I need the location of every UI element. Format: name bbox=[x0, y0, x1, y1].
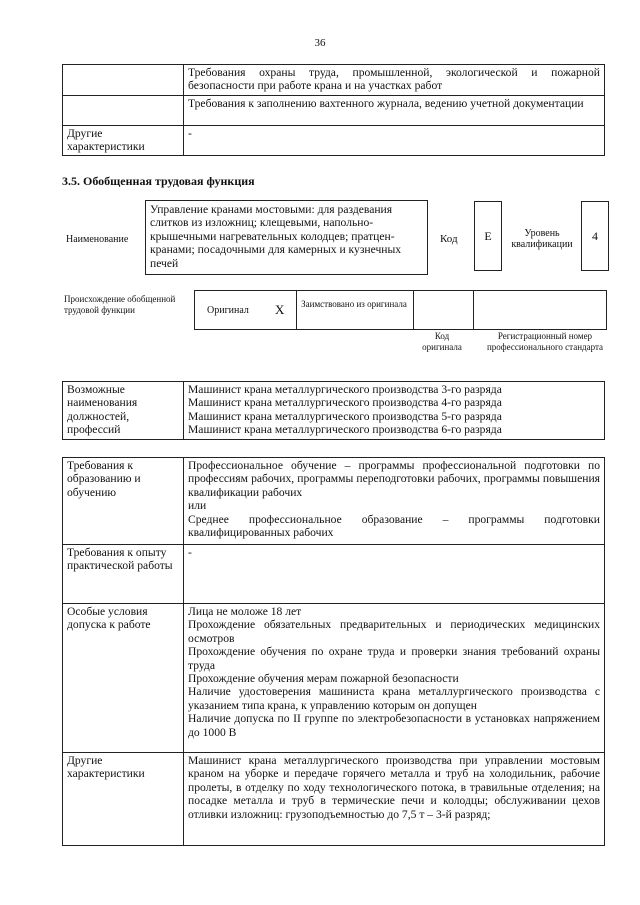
conditions-label: Особые условия допуска к работе bbox=[63, 604, 184, 753]
top-knowledge-table bbox=[62, 64, 605, 156]
function-name-box: Управление кранами мостовыми: для раздевания слитков из изложниц; клещевыми, напольно-крышечными нагревательных колодцев; пратцен-кранами; посадочными для камерных и кузнечных печей bbox=[145, 200, 428, 275]
education-label: Требования к образованию и обучению bbox=[63, 458, 184, 545]
level-label: Уровень квалификации bbox=[511, 228, 573, 250]
other-characteristics-label: Другие характеристики bbox=[63, 126, 184, 156]
code-label: Код bbox=[440, 233, 458, 245]
text-line: или bbox=[188, 499, 207, 513]
list-item: Машинист крана металлургического производства 3-го разряда bbox=[188, 383, 502, 396]
table-cell-label bbox=[63, 65, 184, 96]
section-title: 3.5. Обобщенная трудовая функция bbox=[62, 174, 255, 188]
text-line: Профессиональное обучение – программы профессиональной подготовки по профессиям рабочих, программы переподготовки рабочих, программы повышения квалификации рабочих bbox=[188, 459, 600, 499]
divider bbox=[296, 291, 297, 329]
positions-label: Возможные наименования должностей, профессий bbox=[63, 382, 184, 440]
code-original-label: Код оригинала bbox=[422, 331, 462, 352]
divider bbox=[413, 291, 414, 329]
text-line: Лица не моложе 18 лет bbox=[188, 605, 302, 618]
table-row bbox=[63, 753, 605, 846]
experience-label: Требования к опыту практической работы bbox=[63, 545, 184, 604]
other-label: Другие характеристики bbox=[63, 753, 184, 846]
divider bbox=[473, 291, 474, 329]
list-item: Машинист крана металлургического производства 6-го разряда bbox=[188, 423, 502, 437]
text-line: Наличие допуска по II группе по электробезопасности в установках напряжением до 1000 В bbox=[188, 712, 600, 739]
positions-list bbox=[184, 382, 605, 440]
origin-label: Происхождение обобщенной трудовой функции bbox=[64, 294, 176, 315]
reg-number-label: Регистрационный номер профессионального стандарта bbox=[486, 331, 604, 352]
conditions-text bbox=[184, 604, 605, 753]
level-value-box: 4 bbox=[581, 201, 609, 271]
table-row bbox=[63, 458, 605, 545]
table-cell-text: Требования к заполнению вахтенного журнала, ведению учетной документации bbox=[184, 96, 605, 126]
text-line: Прохождение обучения по охране труда и проверки знания требований охраны труда bbox=[188, 645, 600, 672]
table-row bbox=[63, 126, 605, 156]
experience-value: - bbox=[184, 545, 605, 604]
table-cell-label bbox=[63, 96, 184, 126]
table-row bbox=[63, 545, 605, 604]
code-value-box: E bbox=[474, 201, 502, 271]
other-text: Машинист крана металлургического производства при управлении мостовым краном на уборке и передаче горячего металла и труб на холодильник, рабочие пролеты, в отделку по ходу технологического потока, в травильные отделения; на посадке металла и труб в термические печи и колодцы; обслуживании цехов отливки изложниц: грузоподъемностью до 7,5 т – 3-й разряд; bbox=[184, 753, 605, 846]
borrowed-label: Заимствовано из оригинала bbox=[301, 299, 407, 309]
positions-table bbox=[62, 381, 605, 440]
table-row bbox=[63, 65, 605, 96]
other-characteristics-value: - bbox=[184, 126, 605, 156]
text-line: Наличие удостоверения машиниста крана металлургического производства с указанием типа крана, к управлению которым он допущен bbox=[188, 685, 600, 712]
table-cell-text: Требования охраны труда, промышленной, экологической и пожарной безопасности при работе крана и на участках работ bbox=[184, 65, 605, 96]
table-row bbox=[63, 604, 605, 753]
text-line: Среднее профессиональное образование – программы подготовки квалифицированных рабочих bbox=[188, 512, 600, 540]
table-row bbox=[63, 382, 605, 440]
list-item: Машинист крана металлургического производства 5-го разряда bbox=[188, 409, 502, 423]
list-item: Машинист крана металлургического производства 4-го разряда bbox=[188, 396, 502, 410]
text-line: Прохождение обучения мерам пожарной безопасности bbox=[188, 672, 459, 686]
original-mark: X bbox=[275, 302, 285, 317]
origin-table bbox=[194, 290, 607, 330]
original-label: Оригинал bbox=[207, 305, 249, 316]
requirements-table bbox=[62, 457, 605, 846]
text-line: Прохождение обязательных предварительных и периодических медицинских осмотров bbox=[188, 618, 600, 645]
education-text bbox=[184, 458, 605, 545]
table-row bbox=[63, 96, 605, 126]
name-label: Наименование bbox=[66, 234, 129, 245]
page-number: 36 bbox=[314, 37, 326, 49]
